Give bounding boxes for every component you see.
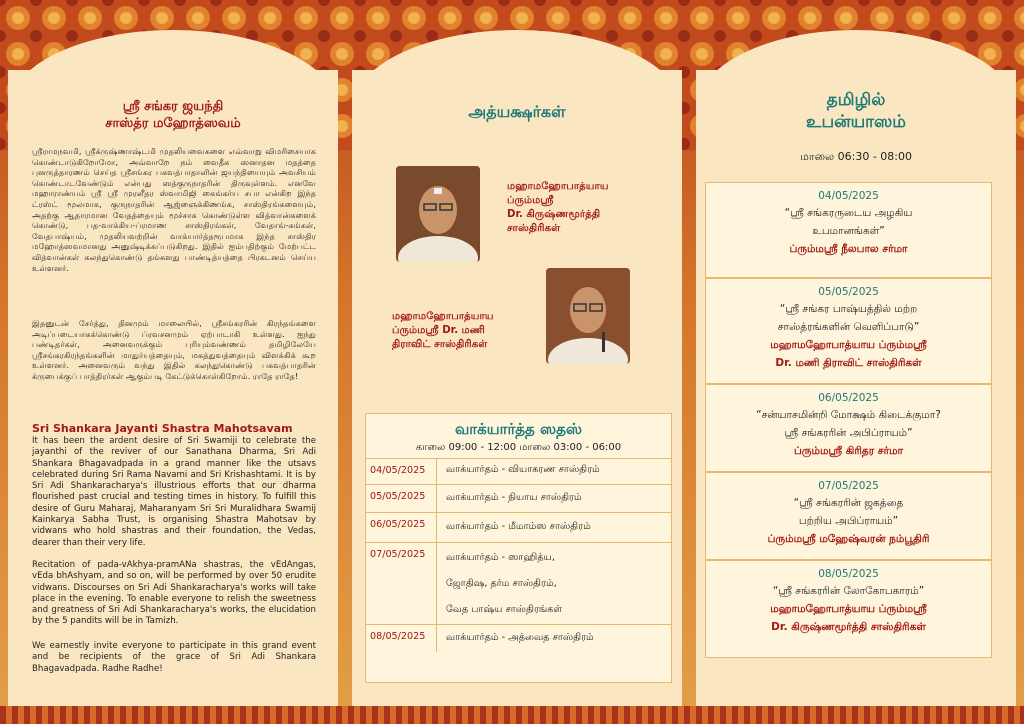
speaker2-name [392,310,494,352]
table-row [366,512,671,542]
session-speaker [706,336,991,372]
session-topic-line: “ஸ்ரீ சங்கர பாஷ்யத்தில் மற்ற [779,303,918,315]
speaker1-line: மஹாமஹோபாத்யாய [507,181,609,192]
row-topic: வாக்யார்தம் - வியாகரண சாஸ்திரம் [446,464,600,475]
session-topic: “ஸ்ரீ சங்கரரின் லோகோபகாரம்” [772,585,925,597]
speaker1-line: Dr. கிருஷ்ணமூர்த்தி [507,209,601,220]
speaker1-line: சாஸ்திரிகள் [507,223,561,234]
english-paragraph-3: We earnestly invite everyone to participate in this grand event and be recipients of the grace of Sri Adi Shankara Bhagavadpada. Radhe Radhe! [32,641,316,674]
session-date: 06/05/2025 [818,392,879,404]
sadas-title: வாக்யார்த்த ஸதஸ் [454,420,583,438]
session-topic-line: “ஸ்ரீ சங்கரருடைய அழகிய [784,207,913,219]
row-date: 08/05/2025 [370,631,426,642]
session-speaker-line: Dr. மணி திராவிட் சாஸ்திரிகள் [775,357,922,369]
left-panel [8,70,338,706]
table-row [366,484,671,512]
session-topic [706,494,991,530]
session-topic-line: “சன்யாசமின்றி மோக்ஷம் கிடைக்குமா? [756,409,941,421]
session-date: 08/05/2025 [818,568,879,580]
upanyasam-heading-line1: தமிழில் [826,90,886,110]
adhyakshar-heading: அத்யக்ஷர்கள் [468,102,566,121]
row-topic-line: வாக்யார்தம் - ஸாஹித்ய, [446,552,555,563]
bottom-ornament-band [0,706,1024,724]
speaker1-name [507,180,609,236]
session-card [705,560,992,658]
session-topic [706,204,991,240]
speaker2-line: ப்ரும்மஸ்ரீ Dr. மணி [392,325,486,336]
session-speaker [706,600,991,636]
session-date: 07/05/2025 [818,480,879,492]
left-title-line1: ஸ்ரீ சங்கர ஜயந்தி [122,99,224,114]
english-paragraph-1: It has been the ardent desire of Sri Swamiji to celebrate the jayanthi of the reviver of our Sanathana Dharma, Sri Adi Shankara Bhagavadpada in a grand manner like the utsavs celebrated during Sri Rama Navami and Sri Krishashtami. It is by Sri Adi Shankaracharya's illustrious efforts that our dharma flourished past crucial and testing times in history. To fulfill this desire of Guru Maharaj, Maharanyam Sri Sri Muralidhara Swamij Kainkarya Sabha Trust, is organising Shastra Mahotsav by vidwans who hold shastras and their foundation, the Vedas, dearer than their very life. [32,436,316,548]
session-topic-line: “ஸ்ரீ சங்கரரின் ஜகத்தை [793,497,904,509]
english-paragraph-2: Recitation of pada-vAkhya-pramANa shastras, the vEdAngas, vEda bhAshyam, and so on, will be performed by over 50 erudite vidwans. Discourses on Sri Adi Shankaracharya's works will take place in the evening. To enable everyone to relish the sweetness and greatness of Sri Adi Shankaracharya's works, the elucidation by the 5 pandits will be in Tamizh. [32,560,316,627]
session-topic-line: பற்றிய அபிப்ராயம்” [798,515,899,527]
session-card [705,182,992,278]
tamil-second-paragraph: இதனுடன் சேர்த்து, தினமும் மாலையில், ஸ்ரீசங்கரரின் கிரந்தங்களை அடிப்படையாகக்கொண்டு ப்ரவசனமும் ஏற்பாடாகி உள்ளது. ஐந்து பண்டிதர்கள், அனைவருக்கும் புரியும்வண்ணம் தமிழிலேயே ஸ்ரீசங்கரகிரந்தங்களின் மாதுர்யத்தையும், மகத்துவத்தையும் விளக்கிக் கூற உள்ளனர். அனைவரும் வந்து இதில் கலந்துகொண்டு பகவத்பாதரின் க்ருபைக்குப் பாத்திரர்கள் ஆகும்படி கேட்டுக்கொள்கிறோம். ராதே ராதே! [32,318,316,381]
speaker2-line: திராவிட் சாஸ்திரிகள் [392,339,488,350]
session-speaker-line: மஹாமஹோபாத்யாய ப்ரும்மஸ்ரீ [770,603,927,615]
row-topic: வாக்யார்தம் - மீமாம்ஸ சாஸ்திரம் [446,521,591,532]
session-speaker-line: Dr. கிருஷ்ணமூர்த்தி சாஸ்திரிகள் [771,621,926,633]
upanyasam-heading-line2: உபன்யாஸம் [806,112,906,132]
session-card [705,278,992,384]
session-speaker: ப்ரும்மஸ்ரீ கிரிதர சர்மா [793,445,904,457]
vakyartha-sadas-table [365,413,672,683]
session-card [705,472,992,560]
session-date: 04/05/2025 [818,190,879,202]
session-speaker: ப்ரும்மஸ்ரீ மஹேஷ்வரன் நம்பூதிரி [767,533,930,545]
speaker1-photo [396,166,480,262]
speaker2-line: மஹாமஹோபாத்யாய [392,311,494,322]
session-topic [706,300,991,336]
tamil-intro-paragraph: ஸ்ரீராமநவமி, ஸ்ரீக்ருஷ்ணாஷ்டமி முதலியவைகளை எவ்வாறு விமரிசையாக கொண்டாடுகிறோமோ, அவ்வாறே நம் வைதீக ஸனாதன மதத்தை புனருத்தாரணம் செய்த ஸ்ரீசங்கர பகவத்பாதாளின் ஜயந்தியையும் அவசியம் கொண்டாடவேண்டும் என்பது ஸத்குருநாதரின் திருவுள்ளம். எனவே மஹாராண்யம் ஸ்ரீ ஸ்ரீ முரளீதர ஸ்வாமிஜி கைங்கர்ய சபா என்கிற இந்த ட்ரஸ்ட் மூலமாக, குருநாதரின் ஆஜ்ஞைக்கிணங்க, சாஸ்திரங்களையும், அதற்கு ஆதாரமான வேதத்தையும் மூச்சாக கொண்டுள்ள வித்வான்களைக் கொண்டு, பத-வாக்கிய-ப்ரமாண சாஸ்திரங்கள், வேதாங்-கங்கள், வேதபாஷ்யம், முதலியவற்றின் வாக்யார்த்தரூபமாக இந்த சாஸ்திர மஹோத்ஸவமானது அனுஷ்டிக்கப்படுகிறது. இதில் ஐம்பதிற்கும் மேற்பட்ட வித்வான்கள் கலந்துகொண்டு தங்களது பாண்டித்யத்தை பிரகடனம் செய்ய உள்ளனர். [32,146,316,273]
session-date: 05/05/2025 [818,286,879,298]
row-date: 07/05/2025 [370,549,426,560]
session-topic-line: உபமானங்கள்” [812,225,885,237]
table-row [366,624,671,652]
left-title-line2: சாஸ்த்ர மஹோத்ஸவம் [105,116,241,131]
session-topic [706,406,991,442]
row-date: 04/05/2025 [370,465,426,476]
row-date: 06/05/2025 [370,519,426,530]
row-date: 05/05/2025 [370,491,426,502]
session-topic-line: சாஸ்த்ரங்களின் வெளிப்பாடு” [777,321,920,333]
row-topic-line: ஜோதிஷ, தர்ம சாஸ்திரம், [446,578,557,589]
table-row [366,542,671,624]
table-row [366,458,671,484]
english-title: Sri Shankara Jayanti Shastra Mahotsavam [32,422,293,435]
row-topic: வாக்யார்தம் - நியாய சாஸ்திரம் [446,492,582,503]
speaker2-photo [546,268,630,364]
session-topic-line: ஸ்ரீ சங்கரரின் அபிப்ராயம்” [784,427,913,439]
row-topic [446,545,667,623]
session-card [705,384,992,472]
session-speaker-line: மஹாமஹோபாத்யாய ப்ரும்மஸ்ரீ [770,339,927,351]
sadas-time: காலை 09:00 - 12:00 மாலை 03:00 - 06:00 [415,442,622,453]
row-topic: வாக்யார்தம் - அத்வைத சாஸ்திரம் [446,632,594,643]
speaker1-line: ப்ரும்மஸ்ரீ [507,195,554,206]
row-topic-line: வேத பாஷ்ய சாஸ்திரங்கள் [446,604,563,615]
session-speaker: ப்ரும்மஸ்ரீ நீலபால சர்மா [789,243,908,255]
upanyasam-time: மாலை 06:30 - 08:00 [800,150,912,163]
